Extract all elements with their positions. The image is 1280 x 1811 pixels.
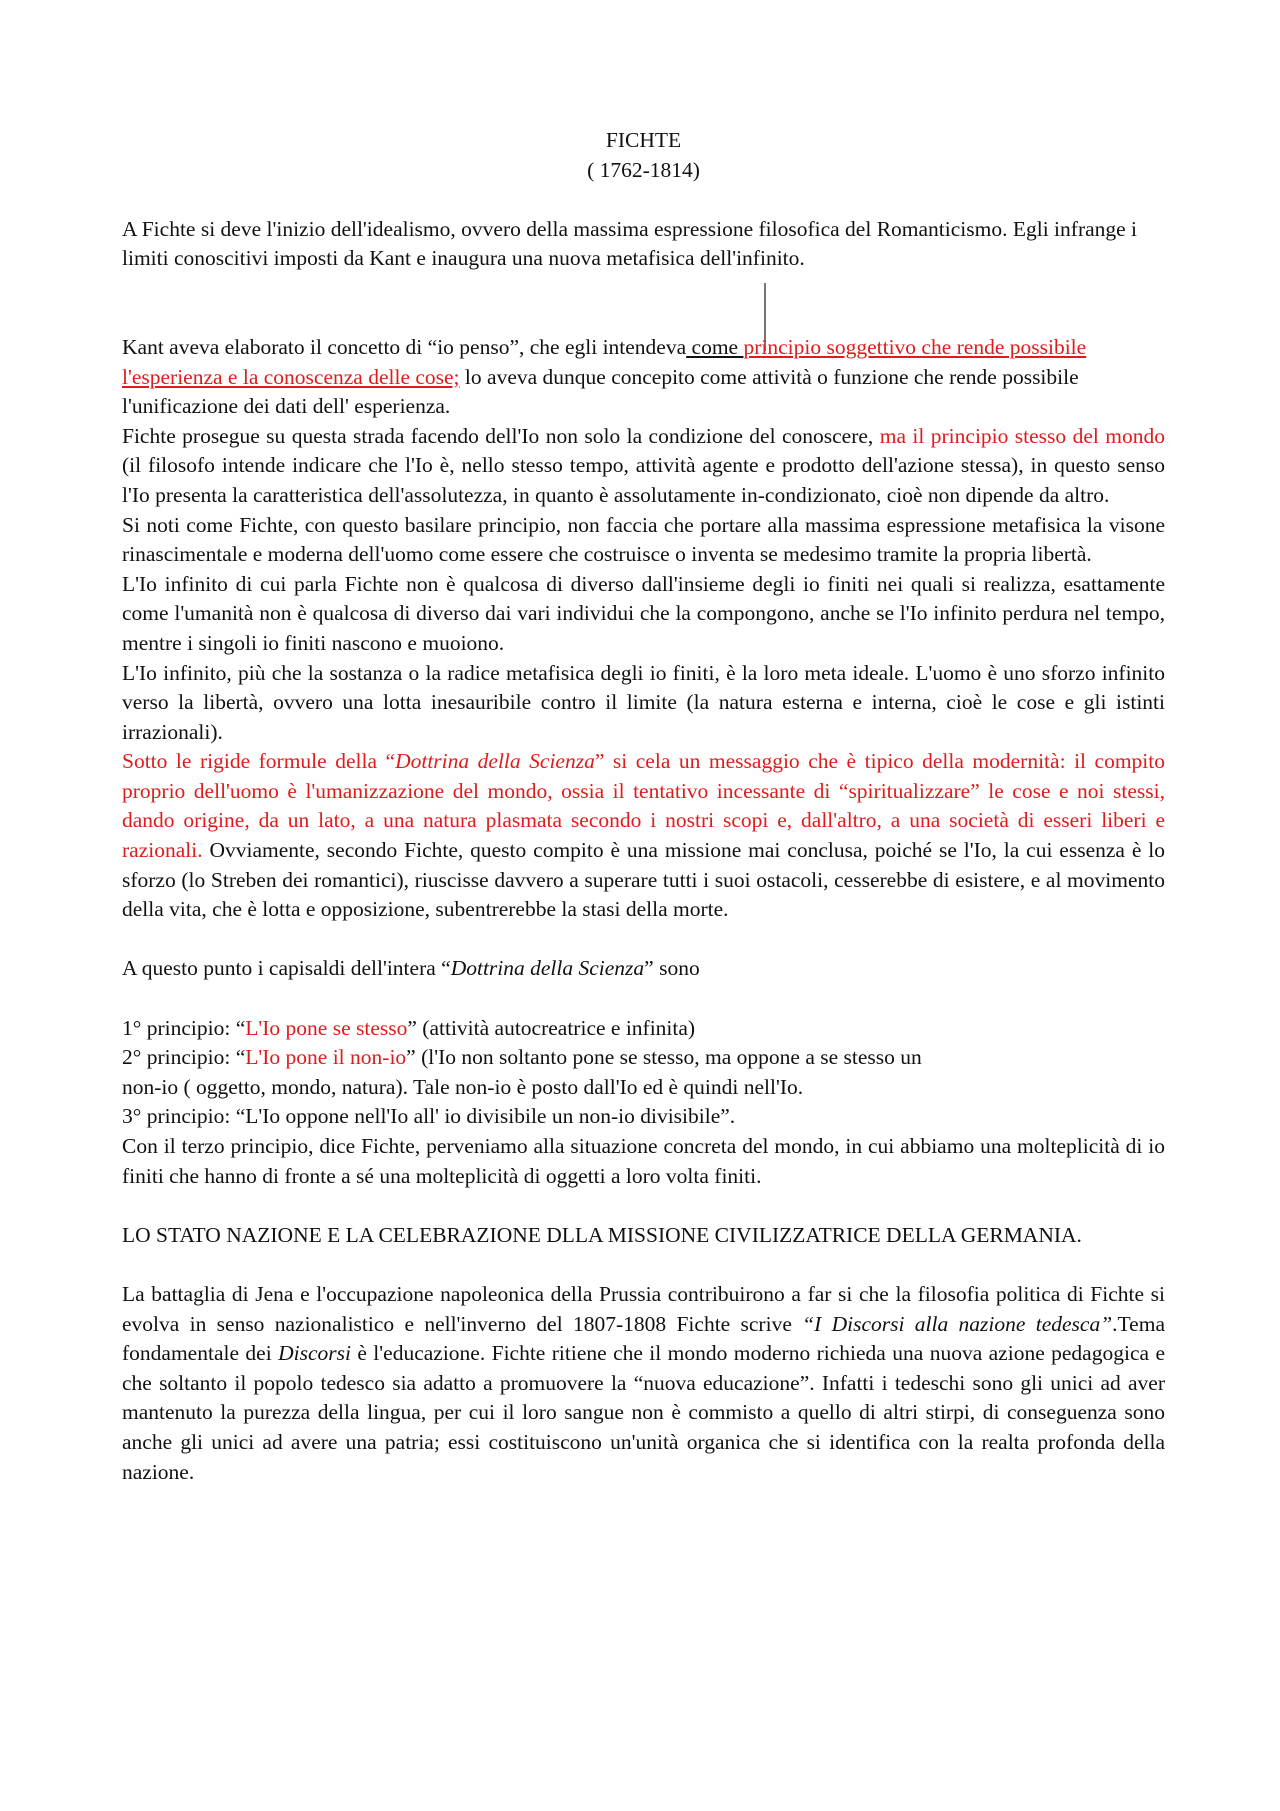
jena-text: La battaglia di Jena e l'occupazione napoleonica della Prussia contribuirono a far si che la filosofia politica di Fichte si evolva in senso nazionalistico e nell'inverno del 1807-1808 Fichte scrive: [122, 1281, 1165, 1336]
dottrina-text-end: Ovviamente, secondo Fichte, questo compito è una missione mai conclusa, poiché se l'Io, la cui essenza è lo sforzo (lo Streben dei romantici), riuscisse davvero a superare tutti i suoi ostacoli, cesserebbe di esistere, e al movimento della vita, che è lotta e opposizione, subentrerebbe la stasi della morte.: [122, 838, 1165, 922]
principle-2-cont: non-io ( oggetto, mondo, natura). Tale non-io è posto dall'Io ed è quindi nell'Io.: [122, 1074, 804, 1099]
dottrina-highlight-start: Sotto le rigide formule della “: [122, 749, 396, 774]
kant-paragraph: [122, 333, 1165, 422]
fichte-io-paragraph: [122, 422, 1165, 511]
document-page: [122, 126, 1165, 1487]
principle-2-text: ” (l'Io non soltanto pone se stesso, ma oppone a se stesso un: [406, 1045, 922, 1070]
kant-underlined: come: [686, 334, 744, 359]
jena-text-2: .Tema fondamentale dei: [122, 1311, 1165, 1366]
fichte-io-text-end: (il filosofo intende indicare che l'Io è, nello stesso tempo, attività agente e prodotto dell'azione stessa), in questo senso l'Io presenta la caratteristica dell'assolutezza, in quanto è assolutamente in-condizionato, cioè non dipende da altro.: [122, 453, 1165, 507]
kant-text: Kant aveva elaborato il concetto di “io penso”, che egli intendeva: [122, 334, 687, 359]
principle-3: 3° principio: “L'Io oppone nell'Io all' io divisibile un non-io divisibile”.: [122, 1104, 736, 1129]
principle-2: [122, 1043, 1165, 1073]
noti-paragraph: Si noti come Fichte, con questo basilare principio, non faccia che portare alla massima espressione metafisica la visone rinascimentale e moderna dell'uomo come essere che costruisce o inventa se medesimo tramite la propria libertà.: [122, 512, 1165, 567]
jena-paragraph: [122, 1280, 1165, 1487]
page-title: FICHTE: [605, 128, 682, 152]
capisaldi-text: A questo punto i capisaldi dell'intera “: [122, 956, 451, 981]
dottrina-highlight: ” si cela un messaggio che è tipico della modernità: il compito proprio dell'uomo è l'umanizzazione del mondo, ossia il tentativo incessante di “spiritualizzare” le cose e noi stessi, dando origine, da un lato, a una natura plasmata secondo i nostri scopi e, dall'altro, a una società di esseri liberi e razionali.: [122, 749, 1165, 863]
intro-paragraph: A Fichte si deve l'inizio dell'idealismo, ovvero della massima espressione filosofica del Romanticismo. Egli infrange i limiti conoscitivi imposti da Kant e inaugura una nuova metafisica dell'infinito.: [122, 216, 1138, 271]
io-infinito-paragraph: L'Io infinito di cui parla Fichte non è qualcosa di diverso dall'insieme degli io finiti nei quali si realizza, esattamente come l'umanità non è qualcosa di diverso dai vari individui che la compongono, anche se l'Io infinito perdura nel tempo, mentre i singoli io finiti nascono e muoiono.: [122, 571, 1165, 655]
principle-1: [122, 1014, 1165, 1044]
fichte-io-highlight: ma il principio stesso del mondo: [879, 423, 1165, 448]
principles-conclusion: Con il terzo principio, dice Fichte, perveniamo alla situazione concreta del mondo, in cui abbiamo una molteplicità di io finiti che hanno di fronte a sé una molteplicità di oggetti a loro volta finiti.: [122, 1134, 1165, 1188]
principle-2-highlight: L'Io pone il non-io: [245, 1045, 407, 1070]
jena-text-end: è l'educazione. Fichte ritiene che il mondo moderno richieda una nuova azione pedagogica e che soltanto il popolo tedesco sia adatto a promuovere la “nuova educazione”. Infatti i tedeschi sono gli unici ad aver mantenuto la purezza della lingua, per cui il loro sangue non è commisto a quello di altri stirpi, di conseguenza sono anche gli unici ad avere una patria; essi costituiscono un'unità organica che si identifica con la realta profonda della nazione.: [122, 1341, 1165, 1484]
jena-italic-title: “I Discorsi alla nazione tedesca”: [802, 1311, 1113, 1336]
dottrina-paragraph: [122, 747, 1165, 925]
fichte-io-text: Fichte prosegue su questa strada facendo dell'Io non solo la condizione del conoscere,: [122, 423, 880, 448]
jena-italic-discorsi: Discorsi: [278, 1341, 351, 1366]
principle-1-label: 1° principio: “: [122, 1015, 246, 1040]
capisaldi-italic: Dottrina della Scienza: [450, 956, 645, 981]
capisaldi-text-end: ” sono: [644, 956, 700, 981]
section-heading: LO STATO NAZIONE E LA CELEBRAZIONE DLLA MISSIONE CIVILIZZATRICE DELLA GERMANIA.: [122, 1222, 1082, 1247]
principle-1-highlight: L'Io pone se stesso: [245, 1015, 408, 1040]
principle-1-text: ” (attività autocreatrice e infinita): [407, 1015, 696, 1040]
title-dates: ( 1762-1814): [587, 157, 700, 182]
dottrina-title-italic: Dottrina della Scienza: [395, 749, 595, 774]
principle-2-label: 2° principio: “: [122, 1045, 246, 1070]
kant-text-end: lo aveva dunque concepito come attività o funzione che rende possibile l'unificazione dei dati dell' esperienza.: [122, 364, 1079, 419]
capisaldi-line: [122, 954, 1165, 984]
kant-highlight: principio soggettivo che rende possibile l'esperienza e la conoscenza delle cose;: [122, 334, 1087, 389]
io-infinito-meta-paragraph: L'Io infinito, più che la sostanza o la radice metafisica degli io finiti, è la loro meta ideale. L'uomo è uno sforzo infinito verso la libertà, ovvero una lotta inesauribile contro il limite (la natura esterna e interna, cioè le cose e gli istinti irrazionali).: [122, 660, 1165, 744]
